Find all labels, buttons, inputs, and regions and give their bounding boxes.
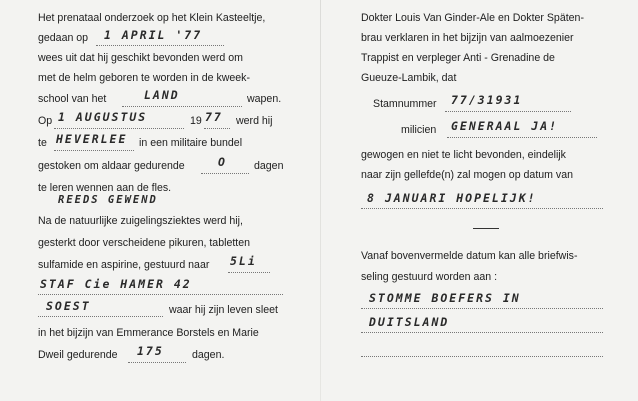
wapen-handwritten: LAND [144, 88, 180, 102]
left-line-7b: in een militaire bundel [139, 137, 243, 149]
release-date-handwritten: 8 JANUARI HOPELIJK! [367, 191, 537, 205]
left-line-16b: dagen. [192, 349, 225, 361]
rank-field-line [447, 137, 597, 138]
left-line-4: met de helm geboren te worden in de kweek- [38, 72, 250, 84]
left-line-15: in het bijzijn van Emmerance Borstels en Marie [38, 327, 259, 339]
left-line-6b: 19 [190, 115, 202, 127]
left-line-12a: sulfamide en aspirine, gestuurd naar [38, 259, 210, 271]
left-line-9: te leren wennen aan de fles. [38, 182, 172, 194]
right-line-2: brau verklaren in het bijzijn van aalmoezenier [361, 32, 574, 44]
left-line-7a: te [38, 137, 47, 149]
service-number-handwritten: 77/31931 [451, 93, 523, 107]
left-line-10: Na de natuurlijke zuigelingsziektes werd hij, [38, 215, 243, 227]
year-field-line [204, 128, 230, 129]
right-line-3: Trappist en verpleger Anti - Grenadine de [361, 52, 555, 64]
left-line-3: wees uit dat hij geschikt bevonden werd om [38, 52, 243, 64]
left-line-5b: wapen. [247, 93, 282, 105]
date-handwritten: 1 APRIL '77 [104, 28, 203, 42]
year-handwritten: 77 [205, 110, 223, 124]
service-number-line [445, 111, 571, 112]
recipient-line-3 [361, 356, 603, 357]
left-line-2: gedaan op [38, 32, 89, 44]
left-line-11: gesterkt door verscheidene pikuren, tabletten [38, 237, 251, 249]
right-line-4: Gueuze-Lambik, dat [361, 72, 457, 84]
duration-handwritten: 175 [137, 344, 164, 358]
left-line-6a: Op [38, 115, 53, 127]
place-handwritten: HEVERLEE [56, 132, 128, 146]
left-line-16a: Dweil gedurende [38, 349, 118, 361]
release-date-line [361, 208, 603, 209]
start-date-line [54, 128, 184, 129]
right-line-7: gewogen en niet te licht bevonden, eindelijk [361, 149, 566, 161]
unit-field-line [228, 272, 270, 273]
duration-field-line [128, 362, 186, 363]
already-used-handwritten: REEDS GEWEND [58, 194, 158, 206]
recipient-handwritten-2: DUITSLAND [369, 315, 450, 329]
wapen-field-line [122, 106, 242, 107]
city-field-line [38, 316, 163, 317]
left-line-8a: gestoken om aldaar gedurende [38, 160, 185, 172]
days-handwritten: O [218, 155, 227, 169]
city-handwritten: SOEST [46, 299, 91, 313]
days-field-line [201, 173, 249, 174]
rank-handwritten: GENERAAL JA! [451, 119, 559, 133]
unit-handwritten: 5Li [230, 254, 257, 268]
left-line-6c: werd hij [236, 115, 273, 127]
left-line-5a: school van het [38, 93, 107, 105]
page-fold [320, 0, 321, 401]
date-field-line [96, 45, 224, 46]
right-line-10: Vanaf bovenvermelde datum kan alle briefwis- [361, 250, 578, 262]
address-field-line [38, 294, 283, 295]
right-line-8: naar zijn gellefde(n) zal mogen op datum van [361, 169, 573, 181]
start-date-handwritten: 1 AUGUSTUS [58, 110, 148, 124]
right-line-11: seling gestuurd worden aan : [361, 271, 498, 283]
section-divider [473, 228, 499, 229]
right-line-1: Dokter Louis Van Ginder-Ale en Dokter Späten- [361, 12, 584, 24]
address-handwritten: STAF Cie HAMER 42 [40, 277, 192, 291]
left-line-1: Het prenataal onderzoek op het Klein Kasteeltje, [38, 12, 266, 24]
recipient-handwritten-1: STOMME BOEFERS IN [369, 291, 521, 305]
left-line-14b: waar hij zijn leven sleet [169, 304, 278, 316]
recipient-line-2 [361, 332, 603, 333]
right-line-6a: milicien [401, 124, 437, 136]
right-line-5a: Stamnummer [373, 98, 437, 110]
left-line-8b: dagen [254, 160, 284, 172]
place-field-line [54, 150, 134, 151]
recipient-line-1 [361, 308, 603, 309]
